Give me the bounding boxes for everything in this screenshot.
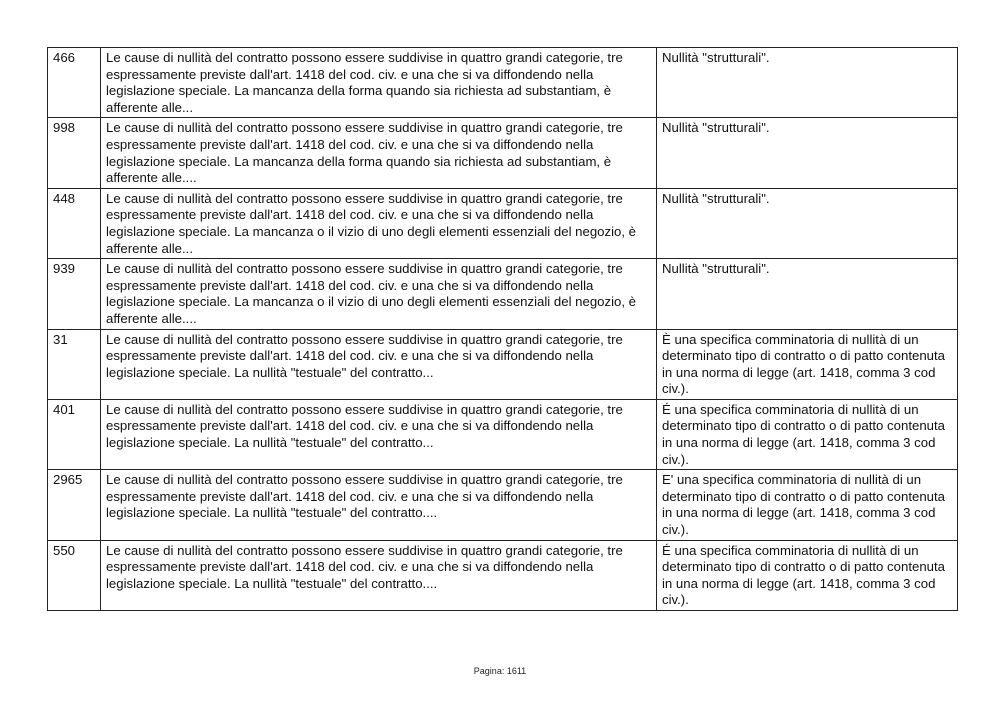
question-text: Le cause di nullità del contratto possono essere suddivise in quattro grandi categorie, tre espressamente previste dall'art. 1418 del cod. civ. e una che si va diffondendo nella legislazione speciale. La mancanza della forma quando sia richiesta ad substantiam, è afferente alle.... [101, 118, 657, 188]
quiz-table [47, 47, 958, 611]
answer-text: É una specifica comminatoria di nullità di un determinato tipo di contratto o di patto contenuta in una norma di legge (art. 1418, comma 3 cod civ.). [657, 540, 958, 610]
table-row [48, 259, 958, 329]
question-id: 466 [48, 48, 101, 118]
answer-text: Nullità "strutturali". [657, 259, 958, 329]
question-text: Le cause di nullità del contratto possono essere suddivise in quattro grandi categorie, tre espressamente previste dall'art. 1418 del cod. civ. e una che si va diffondendo nella legislazione speciale. La nullità "testuale" del contratto.... [101, 470, 657, 540]
question-id: 401 [48, 399, 101, 469]
question-id: 2965 [48, 470, 101, 540]
answer-text: E' una specifica comminatoria di nullità di un determinato tipo di contratto o di patto contenuta in una norma di legge (art. 1418, comma 3 cod civ.). [657, 470, 958, 540]
question-id: 31 [48, 329, 101, 399]
answer-text: Nullità "strutturali". [657, 48, 958, 118]
answer-text: È una specifica comminatoria di nullità di un determinato tipo di contratto o di patto contenuta in una norma di legge (art. 1418, comma 3 cod civ.). [657, 329, 958, 399]
table-row [48, 118, 958, 188]
answer-text: Nullità "strutturali". [657, 188, 958, 258]
question-id: 998 [48, 118, 101, 188]
question-id: 939 [48, 259, 101, 329]
question-id: 448 [48, 188, 101, 258]
question-text: Le cause di nullità del contratto possono essere suddivise in quattro grandi categorie, tre espressamente previste dall'art. 1418 del cod. civ. e una che si va diffondendo nella legislazione speciale. La mancanza della forma quando sia richiesta ad substantiam, è afferente alle... [101, 48, 657, 118]
question-text: Le cause di nullità del contratto possono essere suddivise in quattro grandi categorie, tre espressamente previste dall'art. 1418 del cod. civ. e una che si va diffondendo nella legislazione speciale. La nullità "testuale" del contratto.... [101, 540, 657, 610]
table-row [48, 470, 958, 540]
question-text: Le cause di nullità del contratto possono essere suddivise in quattro grandi categorie, tre espressamente previste dall'art. 1418 del cod. civ. e una che si va diffondendo nella legislazione speciale. La mancanza o il vizio di uno degli elementi essenziali del negozio, è afferente alle... [101, 188, 657, 258]
page-number: Pagina: 1611 [473, 666, 527, 676]
answer-text: Nullità "strutturali". [657, 118, 958, 188]
question-text: Le cause di nullità del contratto possono essere suddivise in quattro grandi categorie, tre espressamente previste dall'art. 1418 del cod. civ. e una che si va diffondendo nella legislazione speciale. La mancanza o il vizio di uno degli elementi essenziali del negozio, è afferente alle.... [101, 259, 657, 329]
answer-text: É una specifica comminatoria di nullità di un determinato tipo di contratto o di patto contenuta in una norma di legge (art. 1418, comma 3 cod civ.). [657, 399, 958, 469]
question-id: 550 [48, 540, 101, 610]
table-row [48, 188, 958, 258]
question-text: Le cause di nullità del contratto possono essere suddivise in quattro grandi categorie, tre espressamente previste dall'art. 1418 del cod. civ. e una che si va diffondendo nella legislazione speciale. La nullità "testuale" del contratto... [101, 399, 657, 469]
table-row [48, 399, 958, 469]
question-text: Le cause di nullità del contratto possono essere suddivise in quattro grandi categorie, tre espressamente previste dall'art. 1418 del cod. civ. e una che si va diffondendo nella legislazione speciale. La nullità "testuale" del contratto... [101, 329, 657, 399]
table-row [48, 540, 958, 610]
table-row [48, 48, 958, 118]
table-row [48, 329, 958, 399]
